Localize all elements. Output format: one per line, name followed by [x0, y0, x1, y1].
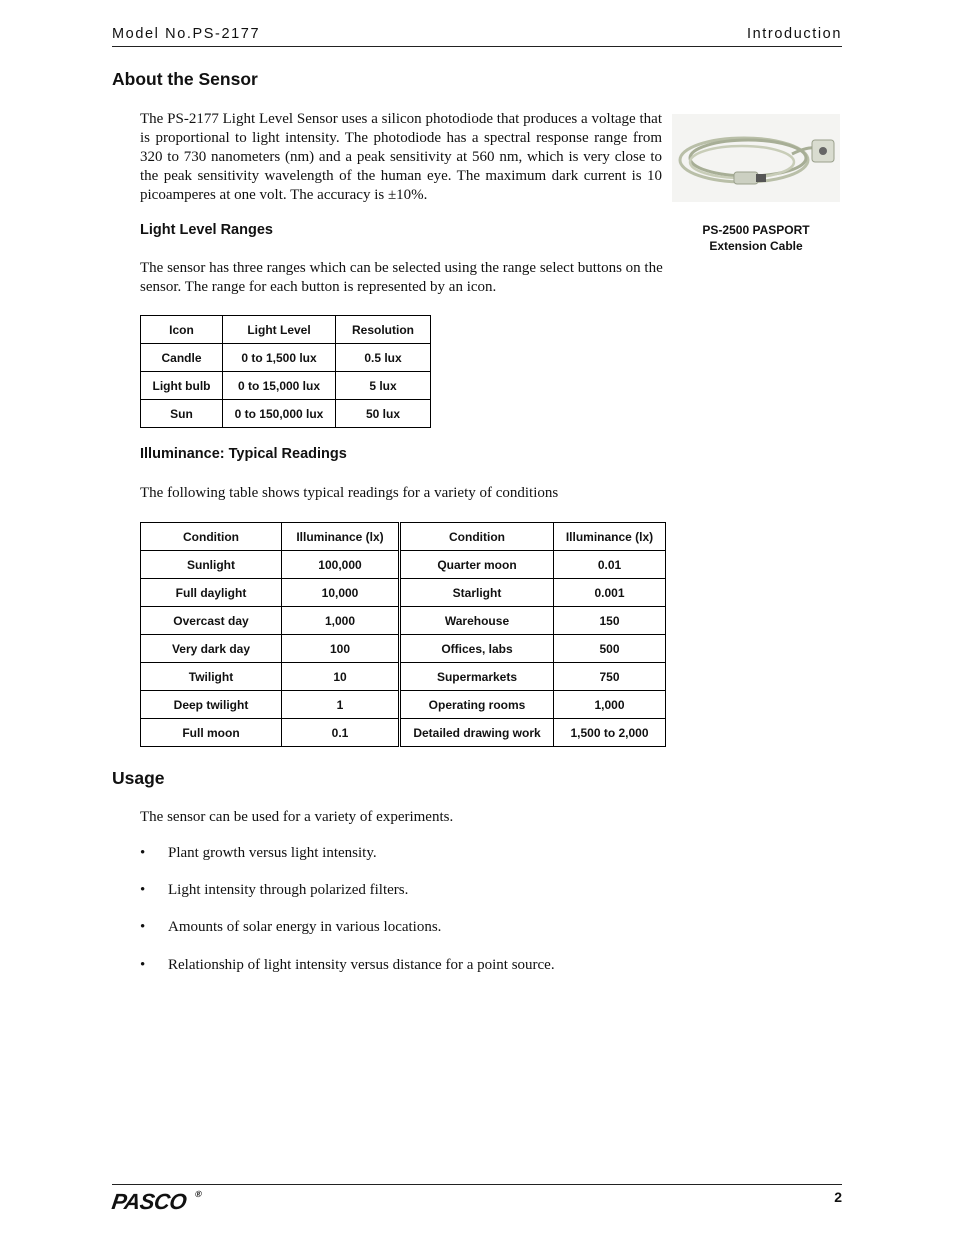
caption-line-1: PS-2500 PASPORT [702, 223, 810, 237]
usage-paragraph: The sensor can be used for a variety of experiments. [140, 809, 454, 825]
table-row [141, 344, 431, 372]
about-paragraph: The PS-2177 Light Level Sensor uses a silicon photodiode that produces a voltage that is proportional to light intensity. The photodiode has a spectral response range from 320 to 730 nanometers (nm) and a peak sensitivity at 560 nm, which is very close to the peak sensitivity wavelength of the human eye. The maximum dark current is 10 picoamperes at one volt. The accuracy is ±10%. [140, 111, 662, 203]
bullet-icon: • [140, 845, 146, 861]
cable-figure [672, 114, 840, 254]
table-cell: Warehouse [400, 607, 554, 635]
table-cell: Candle [141, 344, 223, 372]
table-cell: Offices, labs [400, 635, 554, 663]
table-header: Condition [141, 523, 282, 551]
bullet-icon: • [140, 957, 146, 973]
table-cell: 750 [554, 663, 666, 691]
table-header: Condition [400, 523, 554, 551]
illuminance-table [140, 522, 666, 747]
table-cell: 0 to 1,500 lux [223, 344, 336, 372]
ranges-table [140, 315, 431, 428]
table-cell: 10,000 [282, 579, 400, 607]
table-cell: 0 to 15,000 lux [223, 372, 336, 400]
list-item-text: Plant growth versus light intensity. [168, 845, 377, 861]
list-item [140, 845, 555, 864]
figure-caption [672, 222, 840, 254]
table-cell: Full daylight [141, 579, 282, 607]
pasco-logo [110, 1189, 202, 1215]
table-row [141, 691, 666, 719]
table-row [141, 635, 666, 663]
table-header: Icon [141, 316, 223, 344]
table-header: Illuminance (lx) [282, 523, 400, 551]
table-header: Resolution [336, 316, 431, 344]
table-row [141, 579, 666, 607]
ranges-paragraph: The sensor has three ranges which can be selected using the range select buttons on the sensor. The range for each button is represented by an icon. [140, 260, 663, 295]
illuminance-paragraph: The following table shows typical readings for a variety of conditions [140, 485, 559, 501]
logo-text: PASCO [110, 1189, 188, 1214]
list-item-text: Amounts of solar energy in various locations. [168, 919, 442, 935]
usage-heading: Usage [112, 768, 165, 788]
table-row [141, 372, 431, 400]
table-header-row [141, 316, 431, 344]
table-row [141, 719, 666, 747]
table-cell: Light bulb [141, 372, 223, 400]
table-cell: Detailed drawing work [400, 719, 554, 747]
table-cell: 50 lux [336, 400, 431, 428]
list-item-text: Light intensity through polarized filters. [168, 882, 409, 898]
table-cell: Sun [141, 400, 223, 428]
extension-cable-image [672, 114, 840, 202]
list-item-text: Relationship of light intensity versus distance for a point source. [168, 957, 555, 973]
table-cell: Overcast day [141, 607, 282, 635]
ranges-heading: Light Level Ranges [140, 222, 273, 238]
table-cell: Deep twilight [141, 691, 282, 719]
table-cell: 0.01 [554, 551, 666, 579]
table-cell: 1,000 [554, 691, 666, 719]
table-cell: 5 lux [336, 372, 431, 400]
table-cell: 1 [282, 691, 400, 719]
table-cell: Sunlight [141, 551, 282, 579]
table-cell: 0.1 [282, 719, 400, 747]
table-cell: 1,500 to 2,000 [554, 719, 666, 747]
table-cell: Full moon [141, 719, 282, 747]
registered-mark: ® [194, 1189, 203, 1199]
table-cell: 0.001 [554, 579, 666, 607]
table-cell: Quarter moon [400, 551, 554, 579]
table-header-row [141, 523, 666, 551]
table-cell: 500 [554, 635, 666, 663]
list-item [140, 919, 555, 938]
about-heading: About the Sensor [112, 69, 258, 89]
table-row [141, 663, 666, 691]
table-row [141, 607, 666, 635]
illuminance-heading: Illuminance: Typical Readings [140, 446, 347, 462]
page-footer [112, 1184, 842, 1213]
table-header: Illuminance (lx) [554, 523, 666, 551]
table-cell: Supermarkets [400, 663, 554, 691]
bullet-icon: • [140, 882, 146, 898]
list-item [140, 957, 555, 976]
table-cell: Very dark day [141, 635, 282, 663]
table-cell: Starlight [400, 579, 554, 607]
table-cell: 0 to 150,000 lux [223, 400, 336, 428]
page-number: 2 [834, 1189, 842, 1205]
table-cell: Operating rooms [400, 691, 554, 719]
table-row [141, 551, 666, 579]
table-cell: 100,000 [282, 551, 400, 579]
table-cell: 10 [282, 663, 400, 691]
bullet-icon: • [140, 919, 146, 935]
table-cell: 150 [554, 607, 666, 635]
table-row [141, 400, 431, 428]
table-cell: 0.5 lux [336, 344, 431, 372]
table-header: Light Level [223, 316, 336, 344]
caption-line-2: Extension Cable [709, 239, 803, 253]
table-cell: 100 [282, 635, 400, 663]
table-cell: 1,000 [282, 607, 400, 635]
list-item [140, 882, 555, 901]
usage-list [140, 845, 555, 976]
model-number: Model No.PS-2177 [112, 26, 261, 42]
section-name: Introduction [747, 26, 842, 42]
table-cell: Twilight [141, 663, 282, 691]
page-header [112, 26, 842, 47]
